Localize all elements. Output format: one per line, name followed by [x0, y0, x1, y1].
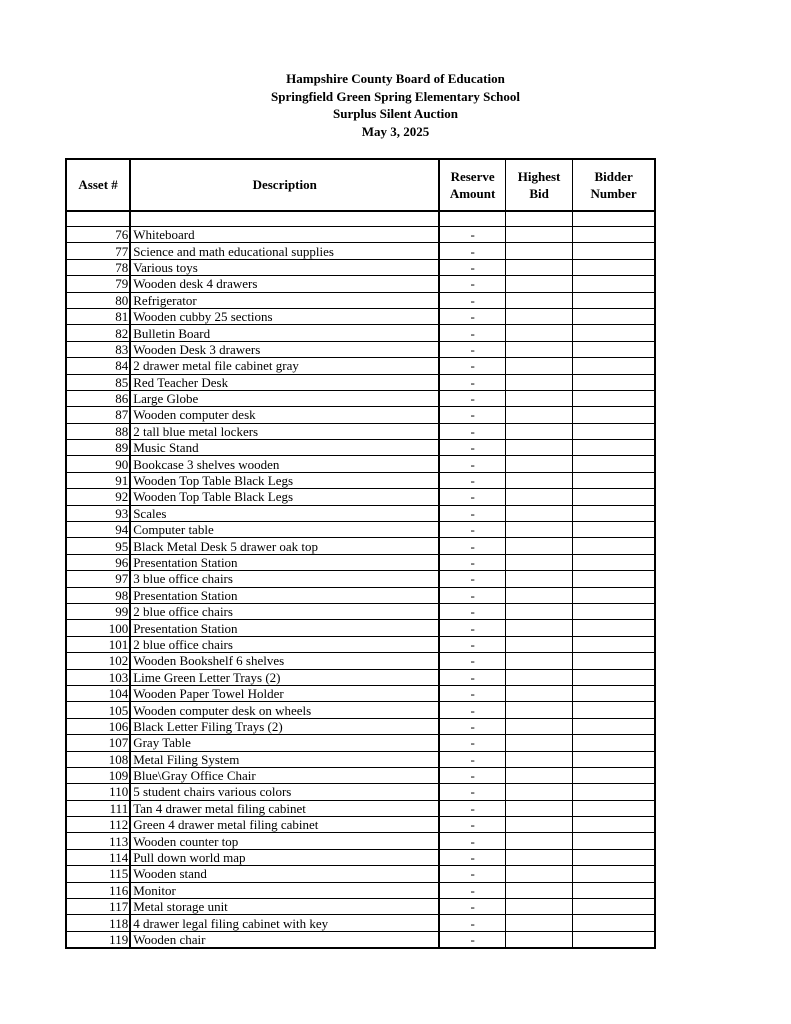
highest-bid-cell[interactable] [505, 767, 572, 783]
highest-bid-cell[interactable] [505, 784, 572, 800]
reserve-amount-cell: - [439, 308, 505, 324]
bidder-number-cell[interactable] [573, 751, 655, 767]
reserve-amount-cell: - [439, 718, 505, 734]
bidder-number-cell[interactable] [573, 915, 655, 931]
description-cell: Computer table [130, 522, 439, 538]
table-row [66, 259, 655, 275]
asset-number-cell: 91 [66, 472, 130, 488]
asset-number-cell: 104 [66, 685, 130, 701]
table-row [66, 669, 655, 685]
auction-date: May 3, 2025 [361, 123, 430, 139]
bidder-number-cell[interactable] [573, 456, 655, 472]
reserve-amount-cell: - [439, 620, 505, 636]
table-row [66, 325, 655, 341]
description-cell: 2 drawer metal file cabinet gray [130, 358, 439, 374]
highest-bid-cell[interactable] [505, 571, 572, 587]
asset-number-cell: 79 [66, 276, 130, 292]
asset-number-cell: 115 [66, 866, 130, 882]
description-cell: Wooden Top Table Black Legs [130, 489, 439, 505]
reserve-amount-cell: - [439, 456, 505, 472]
reserve-amount-cell: - [439, 374, 505, 390]
description-cell: Monitor [130, 882, 439, 898]
asset-number-cell: 103 [66, 669, 130, 685]
description-cell: 4 drawer legal filing cabinet with key [130, 915, 439, 931]
description-cell: Various toys [130, 259, 439, 275]
asset-number-cell: 118 [66, 915, 130, 931]
asset-number-cell: 82 [66, 325, 130, 341]
description-cell: 2 blue office chairs [130, 603, 439, 619]
reserve-amount-cell: - [439, 882, 505, 898]
table-row [66, 227, 655, 243]
description-cell: Scales [130, 505, 439, 521]
description-cell: Metal storage unit [130, 899, 439, 915]
reserve-amount-cell: - [439, 685, 505, 701]
bidder-number-cell[interactable] [573, 767, 655, 783]
highest-bid-cell[interactable] [505, 522, 572, 538]
reserve-amount-cell: - [439, 292, 505, 308]
reserve-amount-cell: - [439, 571, 505, 587]
table-row [66, 423, 655, 439]
description-column-header: Description [130, 159, 439, 211]
bidder-header-line1: Bidder [594, 168, 633, 184]
auction-table-body [66, 211, 655, 948]
asset-number-cell: 111 [66, 800, 130, 816]
table-row [66, 685, 655, 701]
highest-bid-cell[interactable] [505, 456, 572, 472]
highest-bid-cell[interactable] [505, 374, 572, 390]
highest-bid-cell[interactable] [505, 800, 572, 816]
bid-header-line1: Highest [517, 168, 561, 184]
reserve-amount-cell: - [439, 390, 505, 406]
bidder-number-cell[interactable] [573, 636, 655, 652]
bidder-number-cell[interactable] [573, 358, 655, 374]
bidder-number-cell[interactable] [573, 522, 655, 538]
table-row [66, 522, 655, 538]
highest-bid-cell[interactable] [505, 882, 572, 898]
table-row [66, 489, 655, 505]
highest-bid-cell[interactable] [505, 915, 572, 931]
reserve-header-line2: Amount [449, 186, 496, 201]
highest-bid-cell[interactable] [505, 440, 572, 456]
reserve-amount-cell: - [439, 751, 505, 767]
reserve-amount-cell: - [439, 767, 505, 783]
table-header-row [66, 159, 655, 211]
asset-number-cell: 119 [66, 931, 130, 948]
description-cell: Science and math educational supplies [130, 243, 439, 259]
table-row [66, 341, 655, 357]
bid-header-line2: Bid [529, 186, 549, 201]
table-row [66, 308, 655, 324]
asset-number-cell: 76 [66, 227, 130, 243]
description-cell: Black Letter Filing Trays (2) [130, 718, 439, 734]
bidder-number-cell[interactable] [573, 653, 655, 669]
reserve-amount-cell: - [439, 341, 505, 357]
bidder-number-cell[interactable] [573, 276, 655, 292]
table-row [66, 849, 655, 865]
table-row [66, 505, 655, 521]
description-cell: Refrigerator [130, 292, 439, 308]
description-cell: Wooden Top Table Black Legs [130, 472, 439, 488]
description-cell: Pull down world map [130, 849, 439, 865]
description-cell: Whiteboard [130, 227, 439, 243]
table-row [66, 718, 655, 734]
highest-bid-cell[interactable] [505, 620, 572, 636]
description-cell: Green 4 drawer metal filing cabinet [130, 817, 439, 833]
table-row [66, 915, 655, 931]
table-row [66, 817, 655, 833]
asset-number-cell: 101 [66, 636, 130, 652]
reserve-amount-cell: - [439, 325, 505, 341]
auction-table [65, 158, 656, 949]
highest-bid-cell[interactable] [505, 472, 572, 488]
highest-bid-cell[interactable] [505, 669, 572, 685]
bidder-number-cell[interactable] [573, 227, 655, 243]
highest-bid-cell[interactable] [505, 325, 572, 341]
asset-number-cell: 83 [66, 341, 130, 357]
highest-bid-column-header [505, 159, 572, 211]
highest-bid-cell[interactable] [505, 407, 572, 423]
reserve-amount-cell: - [439, 849, 505, 865]
highest-bid-cell[interactable] [505, 341, 572, 357]
asset-number-cell: 99 [66, 603, 130, 619]
table-row [66, 440, 655, 456]
table-row [66, 833, 655, 849]
description-cell: Wooden cubby 25 sections [130, 308, 439, 324]
bidder-number-cell[interactable] [573, 866, 655, 882]
table-row [66, 784, 655, 800]
asset-number-cell: 112 [66, 817, 130, 833]
asset-number-cell: 105 [66, 702, 130, 718]
reserve-amount-cell: - [439, 653, 505, 669]
asset-number-cell: 77 [66, 243, 130, 259]
description-cell: Presentation Station [130, 620, 439, 636]
asset-number-cell: 94 [66, 522, 130, 538]
bidder-number-cell[interactable] [573, 374, 655, 390]
description-cell: Wooden stand [130, 866, 439, 882]
highest-bid-cell[interactable] [505, 603, 572, 619]
table-row [66, 276, 655, 292]
bidder-number-cell[interactable] [573, 472, 655, 488]
bidder-number-cell[interactable] [573, 685, 655, 701]
reserve-amount-cell: - [439, 702, 505, 718]
description-cell: Wooden Paper Towel Holder [130, 685, 439, 701]
description-cell: Gray Table [130, 735, 439, 751]
bidder-number-cell[interactable] [573, 292, 655, 308]
bidder-number-cell[interactable] [573, 882, 655, 898]
asset-column-header: Asset # [66, 159, 130, 211]
table-row [66, 751, 655, 767]
bidder-number-cell[interactable] [573, 784, 655, 800]
asset-number-cell: 89 [66, 440, 130, 456]
reserve-amount-cell: - [439, 423, 505, 439]
bidder-number-cell[interactable] [573, 423, 655, 439]
highest-bid-cell[interactable] [505, 636, 572, 652]
asset-number-cell: 78 [66, 259, 130, 275]
school-name: Springfield Green Spring Elementary School [271, 88, 520, 104]
highest-bid-cell[interactable] [505, 685, 572, 701]
bidder-number-cell[interactable] [573, 407, 655, 423]
highest-bid-cell[interactable] [505, 718, 572, 734]
asset-number-cell: 85 [66, 374, 130, 390]
table-row [66, 358, 655, 374]
table-row [66, 243, 655, 259]
highest-bid-cell[interactable] [505, 849, 572, 865]
reserve-amount-cell: - [439, 603, 505, 619]
description-cell: 2 tall blue metal lockers [130, 423, 439, 439]
table-row [66, 800, 655, 816]
reserve-amount-cell: - [439, 276, 505, 292]
highest-bid-cell[interactable] [505, 390, 572, 406]
bidder-number-cell[interactable] [573, 587, 655, 603]
asset-number-cell: 92 [66, 489, 130, 505]
table-row [66, 620, 655, 636]
asset-number-cell: 116 [66, 882, 130, 898]
asset-number-cell: 81 [66, 308, 130, 324]
description-cell: Wooden desk 4 drawers [130, 276, 439, 292]
description-cell: Tan 4 drawer metal filing cabinet [130, 800, 439, 816]
reserve-amount-cell: - [439, 833, 505, 849]
reserve-header-line1: Reserve [450, 168, 495, 184]
table-row [66, 931, 655, 948]
board-title: Hampshire County Board of Education [286, 71, 505, 86]
bidder-number-cell[interactable] [573, 505, 655, 521]
bidder-number-cell[interactable] [573, 538, 655, 554]
description-cell: 3 blue office chairs [130, 571, 439, 587]
bidder-number-cell[interactable] [573, 899, 655, 915]
description-cell: Wooden computer desk on wheels [130, 702, 439, 718]
description-cell: Large Globe [130, 390, 439, 406]
reserve-amount-cell: - [439, 505, 505, 521]
table-row [66, 407, 655, 423]
description-cell: Wooden Bookshelf 6 shelves [130, 653, 439, 669]
table-row [66, 456, 655, 472]
reserve-amount-cell: - [439, 899, 505, 915]
reserve-amount-cell: - [439, 472, 505, 488]
reserve-amount-cell: - [439, 440, 505, 456]
description-cell: Blue\Gray Office Chair [130, 767, 439, 783]
reserve-amount-cell: - [439, 538, 505, 554]
bidder-number-cell[interactable] [573, 718, 655, 734]
asset-number-cell: 108 [66, 751, 130, 767]
asset-number-cell: 102 [66, 653, 130, 669]
reserve-amount-cell: - [439, 800, 505, 816]
bidder-number-cell[interactable] [573, 259, 655, 275]
reserve-amount-cell: - [439, 866, 505, 882]
reserve-column-header [439, 159, 505, 211]
reserve-amount-cell: - [439, 915, 505, 931]
description-cell: Presentation Station [130, 554, 439, 570]
description-cell: Black Metal Desk 5 drawer oak top [130, 538, 439, 554]
auction-title: Surplus Silent Auction [333, 106, 458, 121]
bidder-number-cell[interactable] [573, 702, 655, 718]
reserve-amount-cell: - [439, 636, 505, 652]
asset-number-cell: 93 [66, 505, 130, 521]
document-header [0, 70, 791, 140]
reserve-amount-cell: - [439, 358, 505, 374]
asset-number-cell: 106 [66, 718, 130, 734]
highest-bid-cell[interactable] [505, 243, 572, 259]
reserve-amount-cell: - [439, 587, 505, 603]
table-row [66, 603, 655, 619]
asset-number-cell: 97 [66, 571, 130, 587]
highest-bid-cell[interactable] [505, 587, 572, 603]
spacer-row [66, 211, 655, 227]
description-cell: Wooden Desk 3 drawers [130, 341, 439, 357]
bidder-number-cell[interactable] [573, 735, 655, 751]
description-cell: Lime Green Letter Trays (2) [130, 669, 439, 685]
bidder-number-cell[interactable] [573, 817, 655, 833]
reserve-amount-cell: - [439, 735, 505, 751]
asset-number-cell: 95 [66, 538, 130, 554]
reserve-amount-cell: - [439, 554, 505, 570]
highest-bid-cell[interactable] [505, 259, 572, 275]
asset-number-cell: 107 [66, 735, 130, 751]
bidder-number-cell[interactable] [573, 620, 655, 636]
description-cell: Music Stand [130, 440, 439, 456]
reserve-amount-cell: - [439, 669, 505, 685]
highest-bid-cell[interactable] [505, 866, 572, 882]
bidder-number-cell[interactable] [573, 833, 655, 849]
bidder-number-cell[interactable] [573, 603, 655, 619]
bidder-number-cell[interactable] [573, 489, 655, 505]
highest-bid-cell[interactable] [505, 735, 572, 751]
bidder-number-cell[interactable] [573, 308, 655, 324]
asset-number-cell: 113 [66, 833, 130, 849]
highest-bid-cell[interactable] [505, 292, 572, 308]
highest-bid-cell[interactable] [505, 423, 572, 439]
description-cell: 5 student chairs various colors [130, 784, 439, 800]
highest-bid-cell[interactable] [505, 751, 572, 767]
description-cell: Bulletin Board [130, 325, 439, 341]
highest-bid-cell[interactable] [505, 817, 572, 833]
reserve-amount-cell: - [439, 817, 505, 833]
asset-number-cell: 96 [66, 554, 130, 570]
asset-number-cell: 88 [66, 423, 130, 439]
reserve-amount-cell: - [439, 784, 505, 800]
bidder-header-line2: Number [590, 186, 637, 201]
asset-number-cell: 86 [66, 390, 130, 406]
table-row [66, 472, 655, 488]
table-row [66, 554, 655, 570]
reserve-amount-cell: - [439, 522, 505, 538]
reserve-amount-cell: - [439, 243, 505, 259]
asset-number-cell: 114 [66, 849, 130, 865]
table-row [66, 374, 655, 390]
description-cell: Wooden computer desk [130, 407, 439, 423]
description-cell: Red Teacher Desk [130, 374, 439, 390]
bidder-number-cell[interactable] [573, 390, 655, 406]
reserve-amount-cell: - [439, 227, 505, 243]
table-row [66, 767, 655, 783]
highest-bid-cell[interactable] [505, 899, 572, 915]
asset-number-cell: 84 [66, 358, 130, 374]
bidder-number-cell[interactable] [573, 554, 655, 570]
table-row [66, 735, 655, 751]
highest-bid-cell[interactable] [505, 538, 572, 554]
asset-number-cell: 110 [66, 784, 130, 800]
bidder-number-cell[interactable] [573, 243, 655, 259]
table-row [66, 538, 655, 554]
asset-number-cell: 90 [66, 456, 130, 472]
table-row [66, 899, 655, 915]
table-row [66, 653, 655, 669]
reserve-amount-cell: - [439, 407, 505, 423]
highest-bid-cell[interactable] [505, 554, 572, 570]
table-row [66, 702, 655, 718]
highest-bid-cell[interactable] [505, 505, 572, 521]
asset-number-cell: 80 [66, 292, 130, 308]
table-row [66, 390, 655, 406]
bidder-number-cell[interactable] [573, 325, 655, 341]
asset-number-cell: 98 [66, 587, 130, 603]
table-row [66, 587, 655, 603]
asset-number-cell: 100 [66, 620, 130, 636]
asset-number-cell: 117 [66, 899, 130, 915]
bidder-number-cell[interactable] [573, 341, 655, 357]
bidder-number-cell[interactable] [573, 440, 655, 456]
highest-bid-cell[interactable] [505, 833, 572, 849]
description-cell: Bookcase 3 shelves wooden [130, 456, 439, 472]
bidder-number-cell[interactable] [573, 571, 655, 587]
highest-bid-cell[interactable] [505, 276, 572, 292]
description-cell: Wooden counter top [130, 833, 439, 849]
table-row [66, 882, 655, 898]
description-cell: Metal Filing System [130, 751, 439, 767]
reserve-amount-cell: - [439, 489, 505, 505]
bidder-number-cell[interactable] [573, 849, 655, 865]
highest-bid-cell[interactable] [505, 653, 572, 669]
highest-bid-cell[interactable] [505, 489, 572, 505]
asset-number-cell: 87 [66, 407, 130, 423]
table-row [66, 571, 655, 587]
description-cell: Presentation Station [130, 587, 439, 603]
bidder-number-cell[interactable] [573, 669, 655, 685]
description-cell: Wooden chair [130, 931, 439, 948]
reserve-amount-cell: - [439, 259, 505, 275]
highest-bid-cell[interactable] [505, 702, 572, 718]
highest-bid-cell[interactable] [505, 308, 572, 324]
reserve-amount-cell: - [439, 931, 505, 948]
bidder-number-column-header [573, 159, 655, 211]
bidder-number-cell[interactable] [573, 931, 655, 948]
highest-bid-cell[interactable] [505, 227, 572, 243]
bidder-number-cell[interactable] [573, 800, 655, 816]
highest-bid-cell[interactable] [505, 358, 572, 374]
asset-number-cell: 109 [66, 767, 130, 783]
table-row [66, 292, 655, 308]
highest-bid-cell[interactable] [505, 931, 572, 948]
table-row [66, 866, 655, 882]
description-cell: 2 blue office chairs [130, 636, 439, 652]
table-row [66, 636, 655, 652]
